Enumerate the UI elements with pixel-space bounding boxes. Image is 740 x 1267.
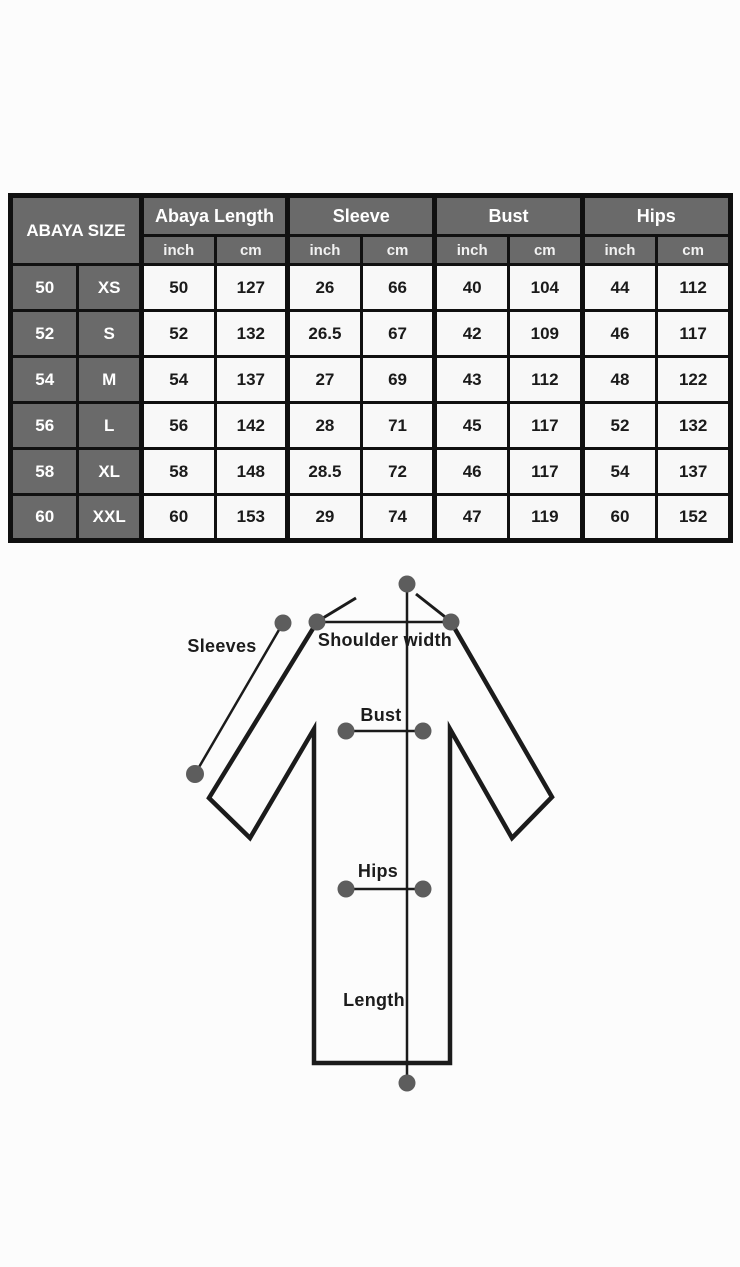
unit-header: cm: [657, 236, 731, 265]
measurement-cell: 52: [141, 311, 215, 357]
measure-dot-bust-right: [415, 723, 432, 740]
measurement-cell: 69: [361, 357, 435, 403]
measurement-cell: 74: [361, 495, 435, 541]
length-label: Length: [343, 990, 405, 1010]
table-row: [11, 265, 731, 311]
measurement-cell: 44: [582, 265, 657, 311]
collar-line-right: [416, 594, 449, 620]
group-header-hips: Hips: [582, 196, 730, 236]
table-row: [11, 357, 731, 403]
measurement-cell: 46: [582, 311, 657, 357]
measurement-cell: 58: [141, 449, 215, 495]
measurement-cell: 52: [582, 403, 657, 449]
measurement-cell: 26: [288, 265, 362, 311]
measurement-cell: 109: [509, 311, 583, 357]
unit-header: cm: [215, 236, 288, 265]
size-chart-header: [11, 196, 731, 265]
measurement-cell: 112: [657, 265, 731, 311]
measurement-cell: 117: [509, 449, 583, 495]
table-row: [11, 403, 731, 449]
measurement-cell: 54: [582, 449, 657, 495]
size-number-cell: 50: [11, 265, 78, 311]
size-letter-cell: S: [78, 311, 141, 357]
measurement-cell: 27: [288, 357, 362, 403]
size-letter-cell: L: [78, 403, 141, 449]
bust-label: Bust: [360, 705, 402, 725]
unit-header: cm: [509, 236, 583, 265]
table-row: [11, 449, 731, 495]
measure-dot-shoulder-left: [309, 614, 326, 631]
hips-label: Hips: [357, 861, 399, 881]
measurement-cell: 132: [657, 403, 731, 449]
size-letter-cell: XS: [78, 265, 141, 311]
measurement-cell: 152: [657, 495, 731, 541]
measurement-cell: 117: [657, 311, 731, 357]
measurement-cell: 26.5: [288, 311, 362, 357]
measurement-cell: 60: [141, 495, 215, 541]
shoulder-width-label: Shoulder width: [317, 630, 453, 650]
measurement-cell: 122: [657, 357, 731, 403]
group-header-abaya-length: Abaya Length: [141, 196, 287, 236]
size-chart-body: [11, 265, 731, 541]
measurement-cell: 45: [435, 403, 509, 449]
table-row: [11, 311, 731, 357]
measurement-cell: 148: [215, 449, 288, 495]
measurement-cell: 48: [582, 357, 657, 403]
sleeves-label: Sleeves: [187, 636, 257, 656]
measurement-cell: 137: [215, 357, 288, 403]
measurement-cell: 142: [215, 403, 288, 449]
size-number-cell: 56: [11, 403, 78, 449]
size-letter-cell: XL: [78, 449, 141, 495]
measurement-cell: 28: [288, 403, 362, 449]
size-number-cell: 60: [11, 495, 78, 541]
collar-line-left: [323, 598, 356, 618]
group-header-bust: Bust: [435, 196, 582, 236]
unit-header: inch: [141, 236, 215, 265]
measure-dot-shoulder-right: [443, 614, 460, 631]
measure-dot-bottom: [399, 1075, 416, 1092]
size-number-cell: 52: [11, 311, 78, 357]
size-letter-cell: M: [78, 357, 141, 403]
unit-header: inch: [288, 236, 362, 265]
measurement-cell: 40: [435, 265, 509, 311]
measurement-cell: 29: [288, 495, 362, 541]
measurement-cell: 127: [215, 265, 288, 311]
size-number-cell: 54: [11, 357, 78, 403]
measurement-cell: 56: [141, 403, 215, 449]
measure-dot-sleeve-top: [275, 615, 292, 632]
measure-dot-sleeve-bottom: [186, 765, 204, 783]
measurement-cell: 66: [361, 265, 435, 311]
measurement-cell: 72: [361, 449, 435, 495]
measurement-cell: 67: [361, 311, 435, 357]
size-chart-table: [8, 193, 733, 543]
group-header-row: [11, 196, 731, 236]
unit-header: inch: [435, 236, 509, 265]
size-number-cell: 58: [11, 449, 78, 495]
measurement-cell: 153: [215, 495, 288, 541]
unit-header: cm: [361, 236, 435, 265]
measurement-cell: 71: [361, 403, 435, 449]
measurement-cell: 119: [509, 495, 583, 541]
measurement-cell: 60: [582, 495, 657, 541]
size-letter-cell: XXL: [78, 495, 141, 541]
corner-header-abaya-size: ABAYA SIZE: [11, 196, 142, 265]
measurement-cell: 132: [215, 311, 288, 357]
measure-dot-top: [399, 576, 416, 593]
measurement-cell: 104: [509, 265, 583, 311]
measure-dot-bust-left: [338, 723, 355, 740]
measurement-cell: 54: [141, 357, 215, 403]
measurement-cell: 47: [435, 495, 509, 541]
measurement-cell: 137: [657, 449, 731, 495]
unit-header: inch: [582, 236, 657, 265]
measure-dot-hips-left: [338, 881, 355, 898]
measure-dot-hips-right: [415, 881, 432, 898]
measurement-cell: 112: [509, 357, 583, 403]
table-row: [11, 495, 731, 541]
measurement-cell: 42: [435, 311, 509, 357]
group-header-sleeve: Sleeve: [288, 196, 435, 236]
measurement-cell: 43: [435, 357, 509, 403]
measurement-cell: 50: [141, 265, 215, 311]
measurement-cell: 117: [509, 403, 583, 449]
measurement-cell: 28.5: [288, 449, 362, 495]
measurement-cell: 46: [435, 449, 509, 495]
